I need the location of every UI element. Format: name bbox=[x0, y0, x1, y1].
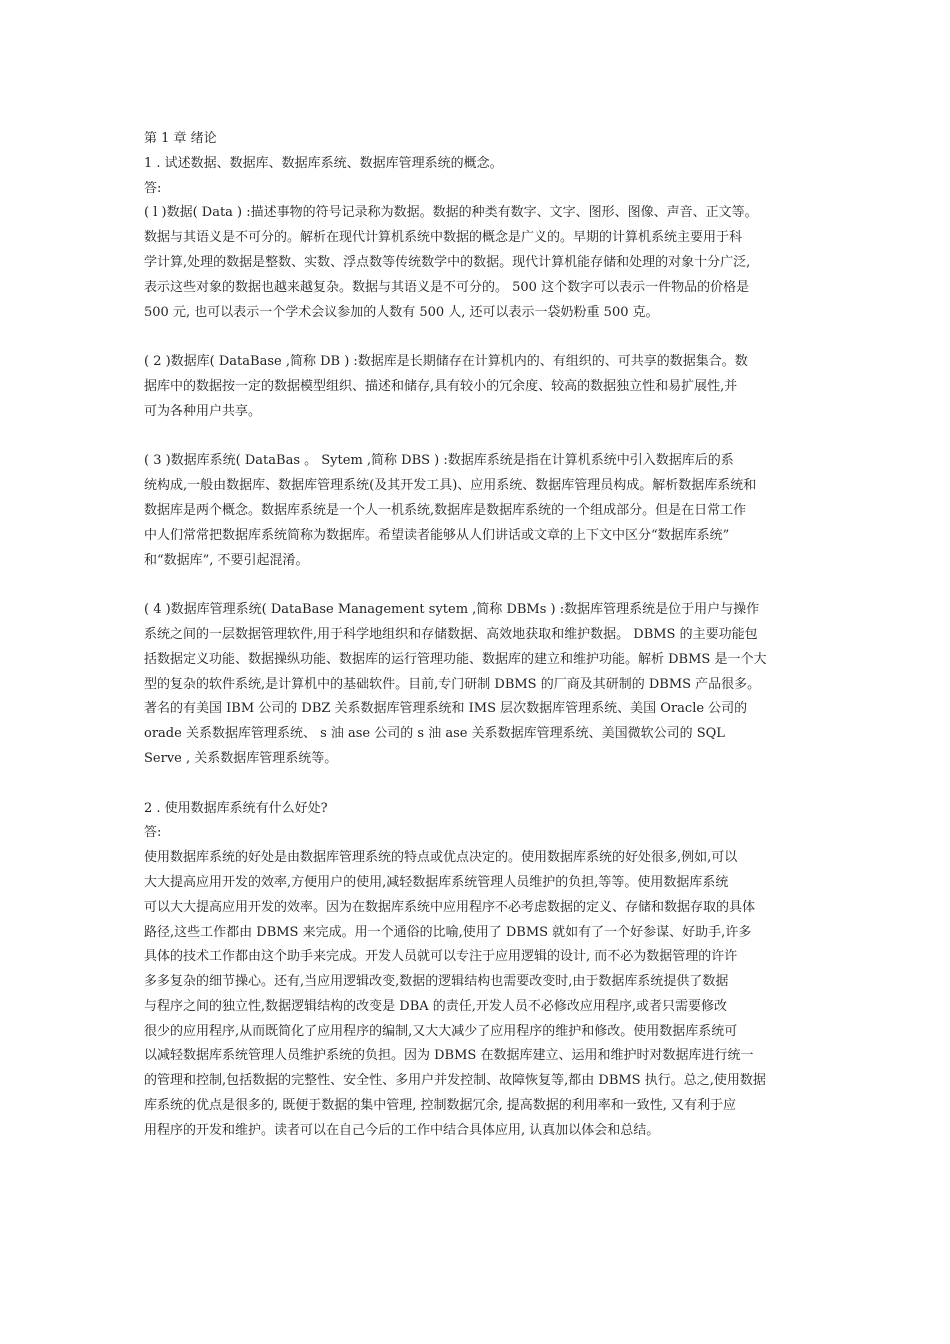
text-line: 的管理和控制,包括数据的完整性、安全性、多用户并发控制、故障恢复等,都由 DBMS 执行。总之,使用数据 bbox=[144, 1073, 766, 1089]
question-1: 1 . 试述数据、数据库、数据库系统、数据库管理系统的概念。 bbox=[144, 155, 503, 171]
text-line: Serve , 关系数据库管理系统等。 bbox=[144, 750, 338, 766]
text-line: 统构成,一般由数据库、数据库管理系统(及其开发工具)、应用系统、数据库管理员构成。解析数据库系统和 bbox=[144, 478, 757, 494]
paragraph-gap bbox=[144, 573, 810, 598]
text-line: 可以大大提高应用开发的效率。因为在数据库系统中应用程序不必考虑数据的定义、存储和数据存取的具体 bbox=[144, 899, 756, 915]
paragraph-database-system bbox=[144, 449, 810, 573]
text-line: 型的复杂的软件系统,是计算机中的基础软件。目前,专门研制 DBMS 的厂商及其研制的 DBMS 产品很多。 bbox=[144, 676, 761, 692]
text-line: 数据与其语义是不可分的。解析在现代计算机系统中数据的概念是广义的。早期的计算机系统主要用于科 bbox=[144, 230, 743, 246]
paragraph-gap bbox=[144, 772, 810, 797]
text-line: 著名的有美国 IBM 公司的 DBZ 关系数据库管理系统和 IMS 层次数据库管理系统、美国 Oracle 公司的 bbox=[144, 701, 748, 717]
text-line: 表示这些对象的数据也越来越复杂。数据与其语义是不可分的。 500 这个数字可以表示一件物品的价格是 bbox=[144, 279, 750, 295]
text-line: 可为各种用户共享。 bbox=[144, 403, 262, 419]
paragraph-data bbox=[144, 201, 810, 325]
text-line: 使用数据库系统的好处是由数据库管理系统的特点或优点决定的。使用数据库系统的好处很多,例如,可以 bbox=[144, 850, 738, 866]
text-line: orade 关系数据库管理系统、 s 油 ase 公司的 s 油 ase 关系数据库管理系统、美国微软公司的 SQL bbox=[144, 726, 725, 742]
text-line: 学计算,处理的数据是整数、实数、浮点数等传统数学中的数据。现代计算机能存储和处理的对象十分广泛, bbox=[144, 254, 751, 270]
text-line: 中人们常常把数据库系统简称为数据库。希望读者能够从人们讲话或文章的上下文中区分“数据库系统” bbox=[144, 527, 730, 543]
text-line: 数据库是两个概念。数据库系统是一个人一机系统,数据库是数据库系统的一个组成部分。但是在日常工作 bbox=[144, 502, 747, 518]
answer-label-1: 答: bbox=[144, 180, 162, 196]
text-line: ( 2 )数据库( DataBase ,简称 DB ) :数据库是长期储存在计算机内的、有组织的、可共享的数据集合。数 bbox=[144, 354, 748, 370]
text-line: 具体的技术工作都由这个助手来完成。开发人员就可以专注于应用逻辑的设计, 而不必为数据管理的许许 bbox=[144, 949, 738, 965]
text-line: 与程序之间的独立性,数据逻辑结构的改变是 DBA 的责任,开发人员不必修改应用程序,或者只需要修改 bbox=[144, 998, 728, 1014]
text-line: 系统之间的一层数据管理软件,用于科学地组织和存储数据、高效地获取和维护数据。 DBMS 的主要功能包 bbox=[144, 626, 758, 642]
text-line: 用程序的开发和维护。读者可以在自己今后的工作中结合具体应用, 认真加以体会和总结。 bbox=[144, 1122, 660, 1138]
text-line: ( 4 )数据库管理系统( DataBase Management sytem ,简称 DBMs ) :数据库管理系统是位于用户与操作 bbox=[144, 602, 760, 618]
paragraph-dbms bbox=[144, 598, 810, 772]
paragraph-database bbox=[144, 350, 810, 424]
text-line: 括数据定义功能、数据操纵功能、数据库的运行管理功能、数据库的建立和维护功能。解析 DBMS 是一个大 bbox=[144, 651, 767, 667]
text-line: 很少的应用程序,从而既简化了应用程序的编制,又大大减少了应用程序的维护和修改。使用数据库系统可 bbox=[144, 1023, 738, 1039]
text-line: 和“数据库”, 不要引起混淆。 bbox=[144, 552, 309, 568]
text-line: ( l )数据( Data ) :描述事物的符号记录称为数据。数据的种类有数字、文字、图形、图像、声音、正文等。 bbox=[144, 205, 758, 221]
question-2: 2 . 使用数据库系统有什么好处? bbox=[144, 800, 328, 816]
text-line: 多多复杂的细节操心。还有,当应用逻辑改变,数据的逻辑结构也需要改变时,由于数据库系统提供了数据 bbox=[144, 974, 729, 990]
text-line: 以减轻数据库系统管理人员维护系统的负担。因为 DBMS 在数据库建立、运用和维护时对数据库进行统一 bbox=[144, 1048, 754, 1064]
chapter-title: 第 1 章 绪论 bbox=[144, 131, 217, 146]
text-line: 库系统的优点是很多的, 既便于数据的集中管理, 控制数据冗余, 提高数据的利用率和一致性, 又有利于应 bbox=[144, 1098, 737, 1114]
text-line: ( 3 )数据库系统( DataBas 。 Sytem ,简称 DBS ) :数据库系统是指在计算机系统中引入数据库后的系 bbox=[144, 453, 734, 469]
text-line: 大大提高应用开发的效率,方便用户的使用,减轻数据库系统管理人员维护的负担,等等。使用数据库系统 bbox=[144, 874, 729, 890]
answer-label-2: 答: bbox=[144, 825, 162, 841]
paragraph-gap bbox=[144, 325, 810, 350]
text-line: 500 元, 也可以表示一个学术会议参加的人数有 500 人, 还可以表示一袋奶粉重 500 克。 bbox=[144, 304, 659, 320]
text-line: 据库中的数据按一定的数据模型组织、描述和储存,具有较小的冗余度、较高的数据独立性和易扩展性,并 bbox=[144, 378, 738, 394]
document-page bbox=[144, 127, 810, 1144]
text-line: 路径,这些工作都由 DBMS 来完成。用一个通俗的比喻,使用了 DBMS 就如有了一个好参谋、好助手,许多 bbox=[144, 924, 752, 940]
paragraph-benefits bbox=[144, 846, 810, 1144]
paragraph-gap bbox=[144, 425, 810, 450]
